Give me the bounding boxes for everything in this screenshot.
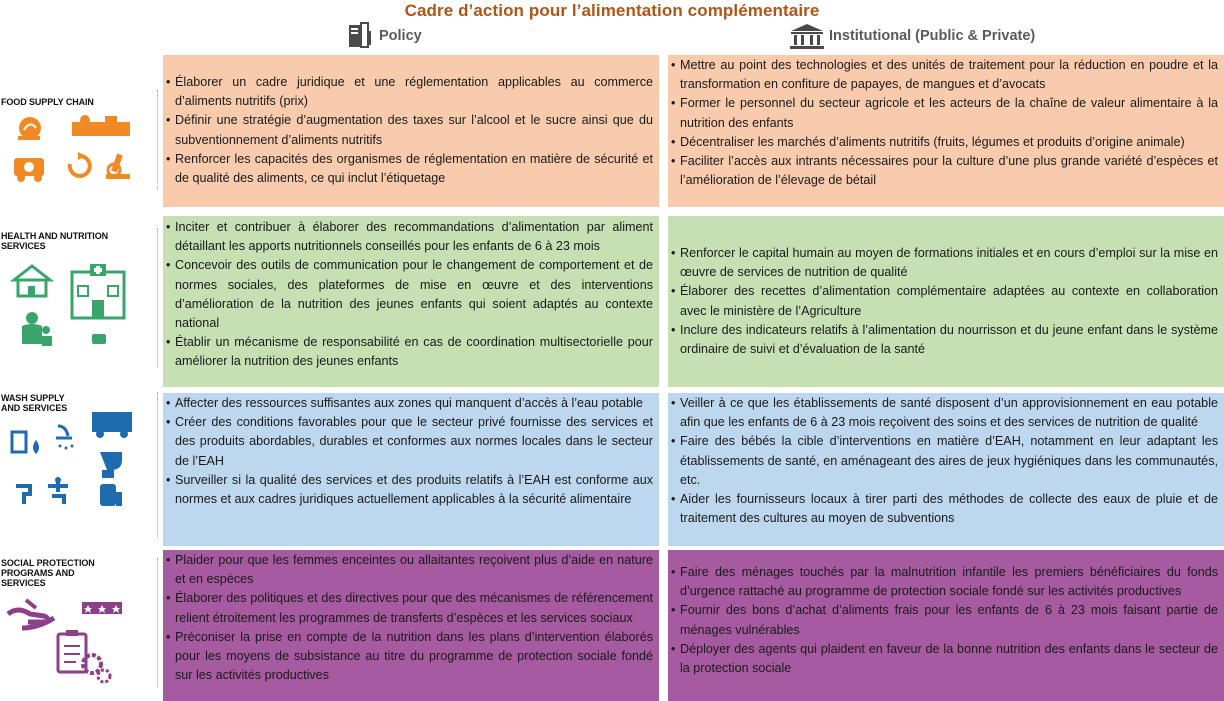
list-item: • Élaborer des politiques et des directives pour que des mécanismes de référencement relient étroitement les programmes de transferts d’espèces et les services sociaux [163,589,653,627]
row-label-social-protection [0,558,158,698]
policy-icon [346,21,376,51]
list-item: • Élaborer des recettes d’alimentation complémentaire adaptées au contexte en collaboration avec le ministère de l’Agriculture [668,282,1218,320]
list-item: • Affecter des ressources suffisantes aux zones qui manquent d’accès à l’eau potable [163,394,653,413]
column-header-policy [346,19,422,53]
list-item: • Inclure des indicateurs relatifs à l’alimentation du nourrisson et du jeune enfant dans le système ordinaire de suivi et d’évaluation de la santé [668,321,1218,359]
list-item: • Aider les fournisseurs locaux à tirer parti des méthodes de collecte des eaux de pluie et de traitement des cultures au moyen de subventions [668,490,1218,528]
list-item: • Veiller à ce que les établissements de santé disposent d’un approvisionnement en eau potable afin que les enfants de 6 à 23 mois reçoivent des soins et des services de nutrition de qualité [668,394,1218,432]
list-item: • Faire des ménages touchés par la malnutrition infantile les premiers bénéficiaires du fonds d’urgence rattaché au programme de protection sociale fondé sur les activités productives [668,563,1218,601]
list-item: • Préconiser la prise en compte de la nutrition dans les plans d’intervention élaborés pour les moyens de subsistance au titre du programme de protection sociale fondé sur les activités productives [163,628,653,686]
list-item: • Renforcer les capacités des organismes de réglementation en matière de sécurité et de qualité des aliments, ce qui inclut l’étiquetage [163,150,653,188]
page-title: Cadre d’action pour l’alimentation complémentaire [404,1,820,20]
list-item: • Inciter et contribuer à élaborer des recommandations d’alimentation par aliment détaillant les apports nutritionnels conseillés pour les enfants de 6 à 23 mois [163,218,653,256]
list-item: • Faciliter l’accès aux intrants nécessaires pour la culture d’une plus grande variété d’espèces et l’amélioration de l’élevage de bétail [668,152,1218,190]
row-label-text: HEALTH AND NUTRITION SERVICES [1,231,108,251]
health-icons [10,264,150,384]
list-item: • Former le personnel du secteur agricole et les acteurs de la chaîne de valeur alimentaire à la nutrition des enfants [668,94,1218,132]
list-item: • Faire des bébés la cible d’interventions en matière d’EAH, notamment en leur adaptant les établissements de santé, en aménageant des aires de jeux hygiéniques dans les communautés, etc. [668,432,1218,490]
list-item: • Déployer des agents qui plaident en faveur de la bonne nutrition des enfants dans le secteur de la protection sociale [668,640,1218,678]
list-item: • Renforcer le capital humain au moyen de formations initiales et en cours d’emploi sur la mise en œuvre de services de nutrition de qualité [668,244,1218,282]
column-header-institutional [788,19,1035,53]
social-icons [4,596,144,696]
list-item: • Mettre au point des technologies et des unités de traitement pour la réduction en poudre et la transformation en confiture de papayes, de mangues et d’avocats [668,56,1218,94]
list-item: • Plaider pour que les femmes enceintes ou allaitantes reçoivent plus d’aide en nature et en espèces [163,551,653,589]
cell-food-institutional [668,55,1224,207]
institution-icon [788,21,826,51]
cell-social-institutional [668,550,1224,701]
row-label-text: SOCIAL PROTECTION PROGRAMS AND SERVICES [1,558,95,588]
row-label-wash [0,392,158,542]
column-header-policy-label: Policy [379,28,422,44]
row-label-text: WASH SUPPLY AND SERVICES [1,393,68,413]
list-item: • Établir un mécanisme de responsabilité en cas de coordination multisectorielle pour améliorer la nutrition des jeunes enfants [163,333,653,371]
food-chain-icons [10,112,150,192]
row-label-text: FOOD SUPPLY CHAIN [1,97,94,107]
cell-food-policy [163,55,659,207]
list-item: • Élaborer un cadre juridique et une réglementation applicables au commerce d’aliments nutritifs (prix) [163,73,653,111]
cell-social-policy [163,550,659,701]
list-item: • Concevoir des outils de communication pour le changement de comportement et de normes sociales, des plateformes de mise en œuvre et des interventions d’amélioration de la nutrition des jeunes enfants qui soient adaptés au contexte national [163,256,653,333]
list-item: • Définir une stratégie d’augmentation des taxes sur l’alcool et le sucre ainsi que du subventionnement d’aliments nutritifs [163,111,653,149]
cell-wash-policy [163,393,659,546]
list-item: • Fournir des bons d’achat d’aliments frais pour les enfants de 6 à 23 mois faisant partie de ménages vulnérables [668,601,1218,639]
wash-icons [8,412,148,532]
list-item: • Créer des conditions favorables pour que le secteur privé fournisse des services et des produits abordables, durables et conformes aux normes locales dans le secteur de l’EAH [163,413,653,471]
column-header-institutional-label: Institutional (Public & Private) [829,28,1036,44]
cell-health-policy [163,216,659,387]
list-item: • Surveiller si la qualité des services et des produits relatifs à l’EAH est conforme aux normes et aux cadres juridiques actuellement applicables à la sécurité alimentaire [163,471,653,509]
list-item: • Décentraliser les marchés d’aliments nutritifs (fruits, légumes et produits d’origine animale) [668,133,1218,152]
cell-wash-institutional [668,393,1224,546]
row-label-health-nutrition [0,228,158,378]
row-label-food-supply-chain [0,90,158,200]
cell-health-institutional [668,216,1224,387]
